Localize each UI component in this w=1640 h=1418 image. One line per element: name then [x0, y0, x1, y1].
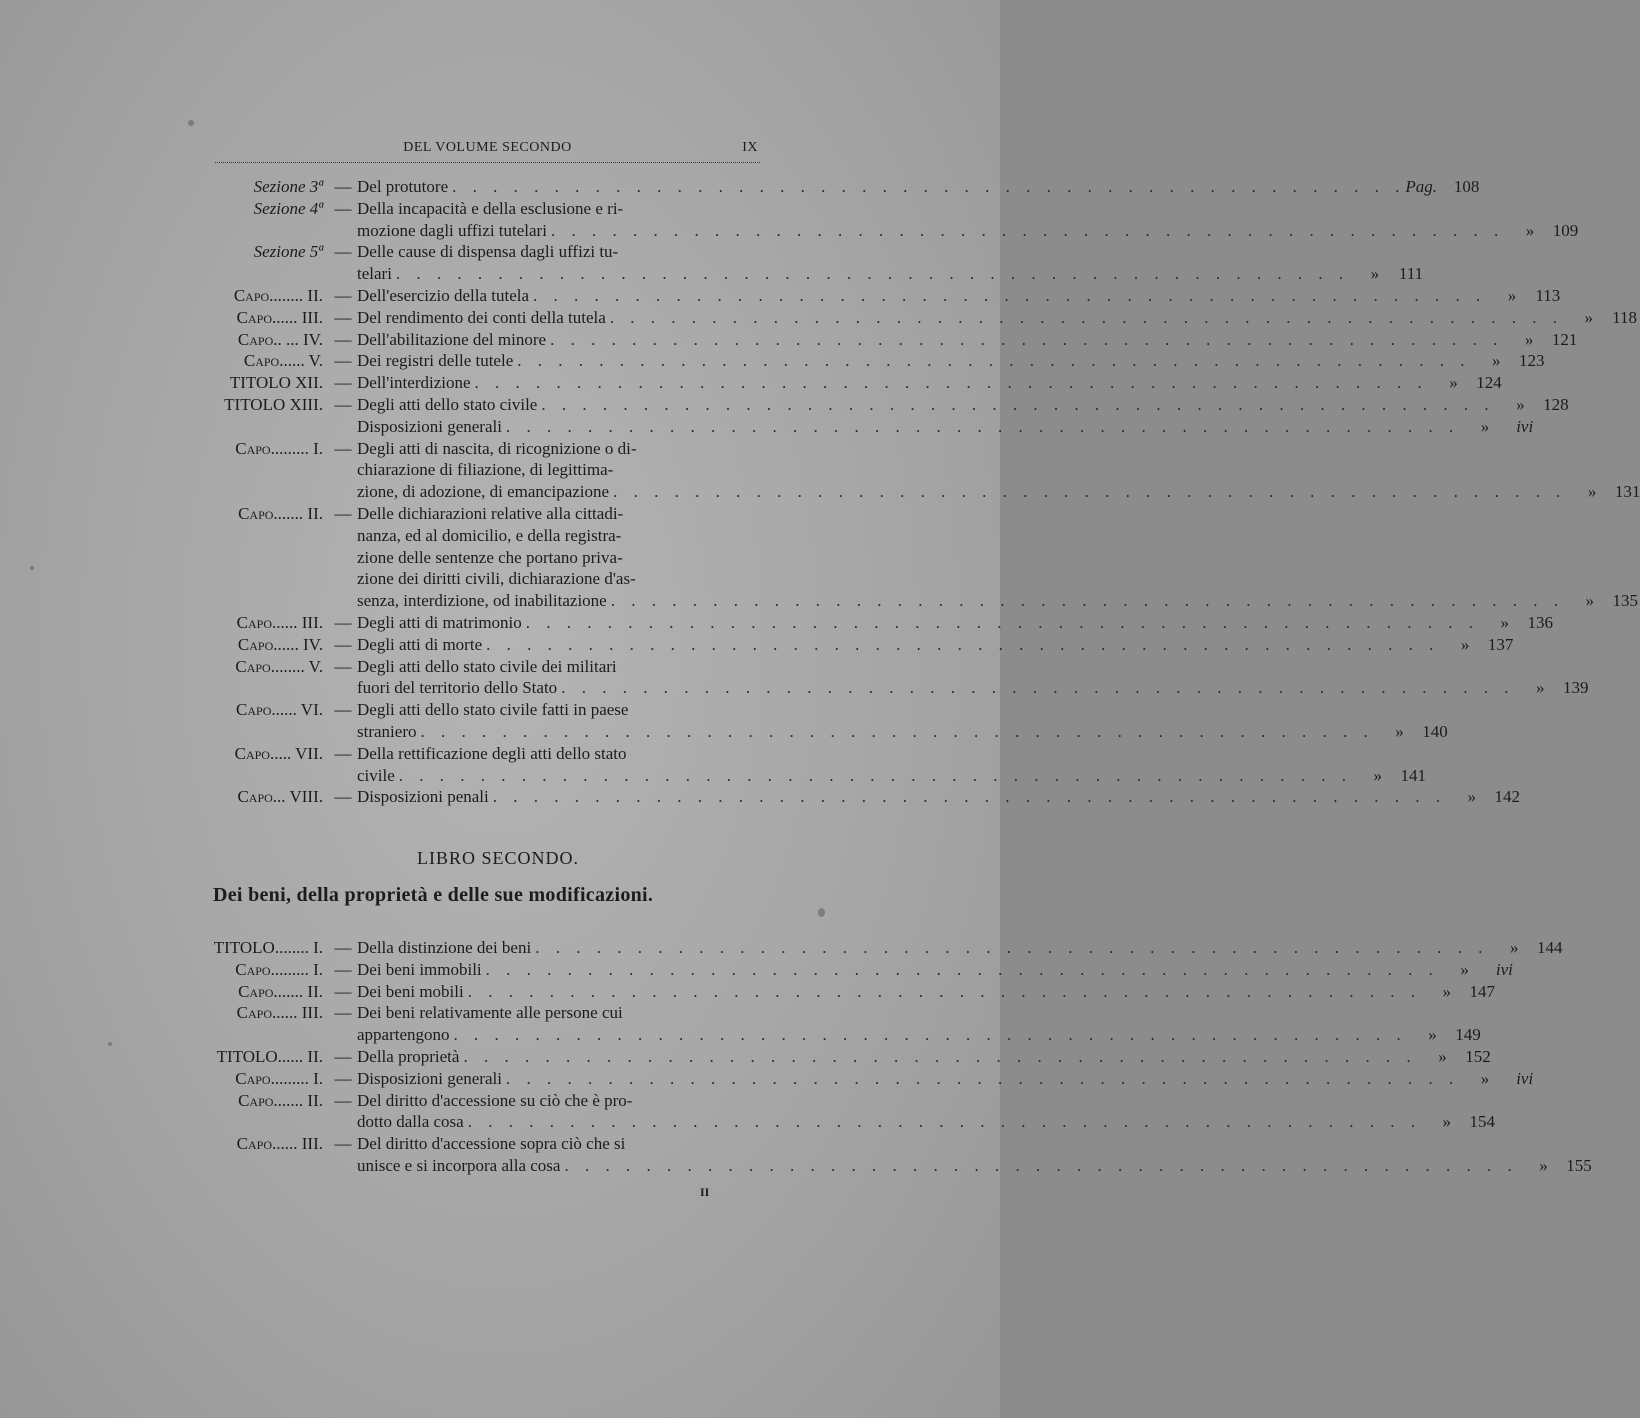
toc-entry: [213, 416, 1534, 438]
toc-page-number: 142: [1494, 787, 1520, 807]
toc-entry: [213, 176, 1480, 198]
paper-speck: [188, 120, 194, 126]
toc-entry-label: Capo...... V.: [243, 351, 323, 371]
toc-entry-line: Del diritto d'accessione sopra ciò che si: [357, 1134, 626, 1154]
toc-entry: [213, 394, 1569, 416]
page-reference-mark: »: [1449, 373, 1458, 393]
toc-entry: [213, 1133, 1592, 1177]
toc-entry: [213, 241, 1424, 285]
toc-entry-text: [357, 503, 1564, 612]
dot-leader: [450, 1024, 1407, 1046]
toc-entry-line: Del diritto d'accessione su ciò che è pro-: [357, 1090, 633, 1110]
toc-entry: [213, 699, 1448, 743]
toc-entry-line: Del protutore: [357, 177, 449, 196]
page-reference-mark: »: [1460, 634, 1470, 654]
toc-entry-line: Disposizioni penali: [357, 787, 489, 807]
toc-entry-line: Degli atti di morte: [357, 634, 483, 654]
toc-entry-text: [357, 329, 1503, 351]
toc-entry-line: Degli atti dello stato civile: [357, 394, 538, 414]
toc-dash: —: [334, 373, 352, 393]
dot-leader: [464, 981, 1421, 1003]
toc-entry-line: zione delle sentenze che portano priva-: [357, 547, 623, 567]
toc-entry-line: Degli atti dello stato civile dei militari: [357, 656, 617, 676]
paper-speck: [108, 1042, 112, 1046]
toc-entry-text: [357, 634, 1439, 656]
page-reference-mark: »: [1524, 329, 1534, 349]
toc-entry-line: chiarazione di filiazione, di legittima-: [357, 460, 614, 480]
toc-page-number: 154: [1469, 1112, 1495, 1132]
dot-leader: [609, 481, 1566, 503]
toc-entry: [213, 329, 1578, 351]
toc-entry: [213, 634, 1514, 656]
dot-leader: [522, 612, 1479, 634]
dot-leader: [546, 329, 1503, 351]
toc-entry-text: [357, 438, 1566, 503]
toc-entry: [213, 307, 1638, 329]
toc-dash: —: [334, 351, 352, 371]
toc-entry-label: Capo....... II.: [238, 503, 323, 523]
toc-page-number: 141: [1400, 765, 1427, 785]
toc-entry-line: Dell'abilitazione del minore: [357, 329, 547, 349]
dot-leader: [482, 959, 1439, 981]
page-reference-mark: »: [1584, 307, 1594, 327]
toc-entry: [213, 372, 1502, 394]
dot-leader: [459, 1046, 1416, 1068]
toc-dash: —: [334, 656, 352, 676]
toc-dash: —: [334, 177, 352, 196]
toc-page-number: ivi: [1495, 959, 1513, 979]
toc-entry-line: Dei registri delle tutele: [357, 351, 514, 371]
toc-dash: —: [334, 938, 352, 957]
toc-entry-line: Del rendimento dei conti della tutela: [357, 307, 606, 327]
toc-entry-text: [357, 786, 1446, 808]
toc-entry: [213, 959, 1513, 981]
toc-page-number: 139: [1562, 678, 1589, 698]
toc-entry-label: Capo.. ... IV.: [237, 329, 323, 349]
toc-entry-line: unisce e si incorpora alla cosa: [357, 1155, 561, 1175]
toc-entry-line: civile: [357, 765, 395, 785]
toc-entry: [213, 503, 1638, 612]
page-reference-mark: »: [1480, 416, 1490, 436]
toc-entry: [213, 981, 1495, 1003]
toc-entry: [213, 438, 1640, 503]
toc-dash: —: [334, 1134, 352, 1154]
toc-entry-label: [213, 416, 329, 438]
page-reference-mark: »: [1442, 981, 1451, 1001]
toc-entry-text: [357, 241, 1349, 285]
toc-entry-text: [357, 699, 1374, 743]
toc-entry: [213, 937, 1563, 959]
page-reference-mark: »: [1370, 264, 1380, 284]
toc-entry-text: [357, 1133, 1518, 1177]
toc-page-number: 136: [1527, 612, 1554, 632]
toc-dash: —: [334, 959, 352, 979]
toc-dash: —: [334, 307, 352, 327]
signature-mark: II: [700, 1185, 710, 1199]
paper-speck: [818, 908, 825, 917]
toc-entry-line: Della incapacità e della esclusione e ri-: [357, 198, 624, 218]
toc-entry-line: Dell'interdizione: [357, 373, 471, 393]
toc-entry-label: Sezione 4ª: [253, 198, 323, 218]
dot-leader: [513, 350, 1470, 372]
toc-entry-line: zione, di adozione, di emancipazione: [357, 482, 610, 502]
dot-leader: [537, 394, 1494, 416]
section-subtitle: Dei beni, della proprietà e delle sue modificazioni.: [213, 884, 654, 906]
dot-leader: [395, 765, 1352, 787]
toc-entry-line: Delle dichiarazioni relative alla cittadi-: [357, 503, 624, 523]
dot-leader: [607, 590, 1564, 612]
toc-dash: —: [334, 198, 352, 218]
toc-entry-line: Dei beni immobili: [357, 959, 482, 979]
dot-leader: [547, 220, 1504, 242]
toc-page-number: 135: [1612, 591, 1638, 611]
header-page-number: IX: [742, 140, 758, 155]
toc-dash: —: [334, 787, 352, 807]
toc-dash: —: [334, 1003, 352, 1023]
page-reference-mark: »: [1467, 787, 1476, 807]
toc-entry-text: [357, 1046, 1417, 1068]
toc-entry-line: mozione dagli uffizi tutelari: [357, 220, 547, 240]
toc-entry: [213, 656, 1589, 700]
toc-entry-label: Capo....... II.: [238, 981, 323, 1001]
toc-dash: —: [334, 242, 352, 262]
toc-entry-label: Capo......... I.: [235, 959, 323, 979]
toc-entry-label: Capo......... I.: [235, 438, 323, 458]
toc-entry-text: [357, 656, 1514, 700]
toc-entry: [213, 285, 1561, 307]
dot-leader: [464, 1111, 1421, 1133]
page-reference-mark: »: [1525, 220, 1535, 240]
toc-entry-text: [357, 350, 1471, 372]
toc-entry-text: [357, 937, 1488, 959]
toc-entry-text: [357, 1068, 1459, 1090]
toc-entry-line: fuori del territorio dello Stato: [357, 678, 558, 698]
toc-entry-text: [357, 743, 1352, 787]
toc-entry-label: Capo...... III.: [236, 1134, 323, 1154]
dot-leader: [416, 721, 1373, 743]
toc-page-number: 155: [1566, 1155, 1592, 1175]
toc-page-number: 144: [1536, 938, 1563, 957]
toc-entry: [213, 743, 1427, 787]
paper-speck: [30, 566, 34, 570]
toc-entry-line: appartengono: [357, 1025, 450, 1045]
section-title: LIBRO SECONDO.: [416, 848, 579, 868]
page-reference-mark: »: [1507, 285, 1517, 305]
toc-entry-line: zione dei diritti civili, dichiarazione d'as-: [357, 569, 636, 589]
toc-entry-text: [357, 285, 1486, 307]
toc-entry-text: [357, 198, 1504, 242]
toc-entry: [213, 786, 1520, 808]
toc-page-number: 118: [1612, 307, 1638, 327]
toc-entry-text: [357, 372, 1428, 394]
page-reference-mark: »: [1460, 959, 1469, 979]
toc-page-number: 128: [1543, 394, 1569, 414]
toc-entry-label: Capo......... I.: [235, 1068, 323, 1088]
table-of-contents-part-1: [213, 176, 1640, 808]
dot-leader: [489, 786, 1446, 808]
dot-leader: [531, 937, 1488, 959]
toc-page-number: 123: [1519, 351, 1545, 371]
toc-entry-line: dotto dalla cosa: [357, 1112, 464, 1132]
toc-entry-text: [357, 612, 1479, 634]
toc-dash: —: [334, 438, 352, 458]
dot-leader: [502, 1068, 1459, 1090]
page-reference-mark: »: [1428, 1025, 1437, 1045]
toc-entry: [213, 1068, 1534, 1090]
dot-leader: [502, 416, 1459, 438]
toc-page-number: 108: [1453, 177, 1480, 196]
toc-entry-label: TITOLO...... II.: [216, 1046, 323, 1066]
toc-entry-label: Capo...... VI.: [236, 700, 323, 720]
toc-page-number: 109: [1552, 220, 1579, 240]
toc-entry-label: Capo...... III.: [236, 1003, 323, 1023]
toc-entry-line: Dei beni mobili: [357, 981, 464, 1001]
toc-page-number: ivi: [1516, 416, 1534, 436]
toc-entry-line: Delle cause di dispensa dagli uffizi tu-: [357, 242, 619, 262]
toc-dash: [329, 416, 357, 438]
dot-leader: [392, 263, 1349, 285]
toc-entry-line: Della distinzione dei beni: [357, 938, 532, 957]
toc-entry-text: [357, 416, 1459, 438]
dot-leader: [482, 634, 1439, 656]
toc-entry-label: Capo....... II.: [238, 1090, 323, 1110]
toc-entry-label: Capo........ II.: [233, 285, 323, 305]
toc-entry-line: Disposizioni generali: [357, 416, 502, 436]
toc-entry: [213, 1046, 1491, 1068]
toc-entry-label: Capo... VIII.: [237, 787, 323, 807]
page-reference-mark: »: [1373, 765, 1383, 785]
toc-page-number: 147: [1469, 981, 1495, 1001]
page-reference-mark: »: [1438, 1046, 1447, 1066]
toc-entry-text: [357, 1090, 1421, 1134]
toc-entry: [213, 612, 1554, 634]
toc-entry: [213, 1002, 1481, 1046]
toc-entry-label: Capo........ V.: [235, 656, 323, 676]
page-reference-mark: »: [1539, 1155, 1548, 1175]
toc-entry-label: Capo...... III.: [236, 612, 323, 632]
toc-entry-line: Della proprietà: [357, 1046, 460, 1066]
toc-entry: [213, 198, 1579, 242]
page-reference-mark: »: [1395, 721, 1404, 741]
toc-entry-label: TITOLO XIII.: [224, 394, 323, 414]
page-reference-mark: »: [1516, 394, 1525, 414]
toc-page-number: 152: [1465, 1046, 1491, 1066]
toc-dash: —: [334, 634, 352, 654]
toc-dash: —: [334, 1090, 352, 1110]
toc-dash: —: [334, 394, 352, 414]
running-header: [215, 138, 760, 163]
toc-page-number: 137: [1487, 634, 1514, 654]
dot-leader: [560, 1155, 1517, 1177]
toc-entry-line: Disposizioni generali: [357, 1068, 502, 1088]
toc-entry-label: TITOLO XII.: [229, 373, 323, 393]
toc-page-number: 113: [1535, 285, 1561, 305]
toc-page-number: 124: [1476, 373, 1502, 393]
page-reference-mark: »: [1492, 351, 1501, 371]
toc-page-number: 149: [1455, 1025, 1481, 1045]
page-reference-mark: Pag.: [1405, 177, 1437, 196]
dot-leader: [448, 176, 1405, 198]
toc-entry-line: senza, interdizione, od inabilitazione: [357, 591, 607, 611]
dot-leader: [606, 307, 1563, 329]
toc-dash: —: [334, 743, 352, 763]
toc-page-number: ivi: [1516, 1068, 1534, 1088]
toc-entry-line: Dei beni relativamente alle persone cui: [357, 1003, 623, 1023]
page-reference-mark: »: [1509, 938, 1519, 957]
toc-entry-text: [357, 307, 1563, 329]
toc-entry-text: [357, 394, 1495, 416]
toc-entry: [213, 350, 1545, 372]
toc-entry-text: [357, 176, 1405, 198]
toc-entry-line: Dell'esercizio della tutela: [357, 285, 530, 305]
toc-entry-line: telari: [357, 264, 392, 284]
toc-entry: [213, 1090, 1495, 1134]
page-reference-mark: »: [1500, 612, 1510, 632]
toc-entry-label: Capo..... VII.: [234, 743, 323, 763]
toc-entry-label: Capo...... III.: [236, 307, 323, 327]
dot-leader: [529, 285, 1486, 307]
toc-entry-line: nanza, ed al domicilio, e della registra-: [357, 525, 622, 545]
toc-dash: —: [334, 1046, 352, 1066]
toc-entry-line: Degli atti dello stato civile fatti in paese: [357, 700, 629, 720]
page-reference-mark: »: [1587, 482, 1597, 502]
toc-entry-line: Degli atti di matrimonio: [357, 612, 522, 632]
toc-entry-line: straniero: [357, 721, 417, 741]
toc-entry-line: Della rettificazione degli atti dello stato: [357, 743, 627, 763]
dot-leader: [471, 372, 1428, 394]
toc-entry-label: Sezione 3ª: [253, 177, 323, 196]
toc-page-number: 140: [1422, 721, 1448, 741]
toc-page-number: 131: [1614, 482, 1640, 502]
toc-dash: —: [334, 700, 352, 720]
toc-dash: —: [334, 981, 352, 1001]
page-reference-mark: »: [1535, 678, 1545, 698]
toc-dash: —: [334, 503, 352, 523]
toc-page-number: 121: [1551, 329, 1578, 349]
table-of-contents-part-2: [213, 937, 1592, 1177]
toc-entry-label: TITOLO........ I.: [213, 938, 323, 957]
toc-dash: —: [334, 285, 352, 305]
toc-dash: —: [334, 1068, 352, 1088]
header-title: DEL VOLUME SECONDO: [403, 140, 572, 155]
toc-dash: —: [334, 329, 352, 349]
toc-dash: —: [334, 612, 352, 632]
page-reference-mark: »: [1480, 1068, 1490, 1088]
toc-entry-text: [357, 959, 1439, 981]
toc-entry-label: Sezione 5ª: [253, 242, 323, 262]
page-reference-mark: »: [1585, 591, 1594, 611]
toc-entry-text: [357, 1002, 1407, 1046]
page-reference-mark: »: [1442, 1112, 1451, 1132]
toc-entry-line: Degli atti di nascita, di ricognizione o di-: [357, 438, 637, 458]
toc-entry-text: [357, 981, 1421, 1003]
dot-leader: [557, 677, 1514, 699]
toc-page-number: 111: [1398, 264, 1424, 284]
toc-entry-label: Capo...... IV.: [237, 634, 323, 654]
